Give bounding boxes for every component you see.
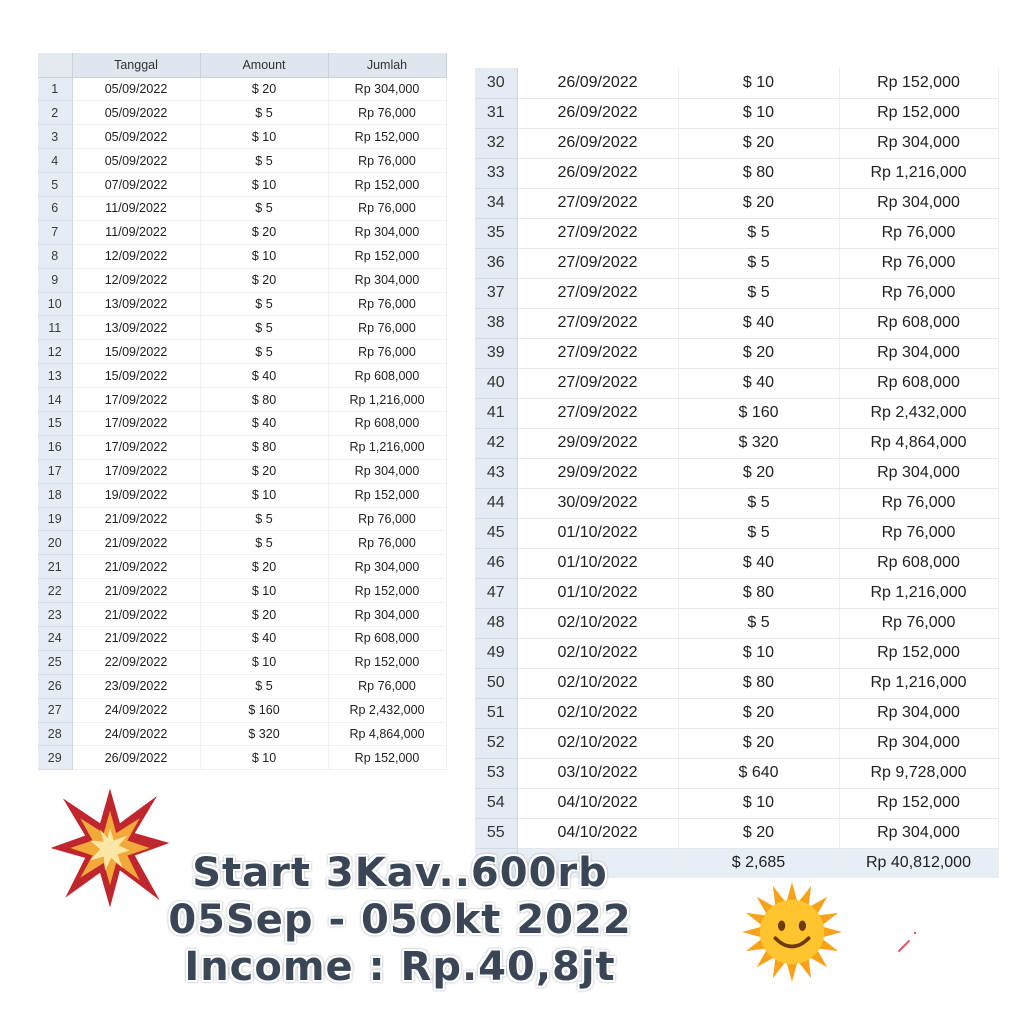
date-cell: 27/09/2022: [517, 278, 678, 308]
sun-icon: [740, 880, 844, 984]
jumlah-cell: Rp 304,000: [839, 128, 998, 158]
amount-cell: $ 20: [678, 188, 839, 218]
row-number: 1: [38, 77, 72, 101]
date-cell: 27/09/2022: [517, 188, 678, 218]
table-row: [475, 248, 998, 278]
jumlah-cell: Rp 1,216,000: [328, 388, 446, 412]
row-number: 7: [38, 220, 72, 244]
jumlah-cell: Rp 76,000: [328, 507, 446, 531]
amount-cell: $ 20: [200, 77, 328, 101]
amount-cell: $ 80: [678, 578, 839, 608]
table-row: [38, 674, 446, 698]
header-jumlah: Jumlah: [328, 53, 446, 77]
table-row: [475, 128, 998, 158]
date-cell: 29/09/2022: [517, 458, 678, 488]
amount-cell: $ 80: [678, 668, 839, 698]
date-cell: 15/09/2022: [72, 340, 200, 364]
jumlah-cell: Rp 76,000: [328, 292, 446, 316]
amount-cell: $ 5: [678, 278, 839, 308]
jumlah-cell: Rp 608,000: [839, 308, 998, 338]
amount-cell: $ 40: [200, 364, 328, 388]
table-row: [38, 531, 446, 555]
amount-cell: $ 20: [200, 268, 328, 292]
jumlah-cell: Rp 152,000: [328, 173, 446, 197]
row-number: 12: [38, 340, 72, 364]
table-row: [475, 458, 998, 488]
table-row: [475, 548, 998, 578]
jumlah-cell: Rp 152,000: [328, 244, 446, 268]
table-row: [38, 507, 446, 531]
table-row: [475, 518, 998, 548]
amount-cell: $ 10: [200, 579, 328, 603]
row-number: 4: [38, 149, 72, 173]
amount-cell: $ 10: [200, 125, 328, 149]
table-row: [475, 398, 998, 428]
row-number: 25: [38, 650, 72, 674]
table-row: [38, 483, 446, 507]
row-number: 6: [38, 196, 72, 220]
date-cell: 21/09/2022: [72, 603, 200, 627]
date-cell: 12/09/2022: [72, 244, 200, 268]
date-cell: 27/09/2022: [517, 218, 678, 248]
jumlah-cell: Rp 152,000: [839, 98, 998, 128]
jumlah-cell: Rp 9,728,000: [839, 758, 998, 788]
jumlah-cell: Rp 1,216,000: [328, 435, 446, 459]
date-cell: 01/10/2022: [517, 578, 678, 608]
amount-cell: $ 10: [678, 638, 839, 668]
table-row: [38, 101, 446, 125]
jumlah-cell: Rp 152,000: [328, 483, 446, 507]
left-data-table: [38, 53, 447, 770]
date-cell: 05/09/2022: [72, 101, 200, 125]
date-cell: 21/09/2022: [72, 626, 200, 650]
date-cell: 02/10/2022: [517, 728, 678, 758]
jumlah-cell: Rp 152,000: [839, 638, 998, 668]
row-number: 44: [475, 488, 517, 518]
amount-cell: $ 40: [678, 368, 839, 398]
jumlah-cell: Rp 304,000: [839, 728, 998, 758]
jumlah-cell: Rp 304,000: [839, 458, 998, 488]
date-cell: 15/09/2022: [72, 364, 200, 388]
row-number: 45: [475, 518, 517, 548]
row-number: 29: [38, 746, 72, 770]
amount-cell: $ 5: [200, 531, 328, 555]
table-row: [475, 788, 998, 818]
amount-cell: $ 5: [200, 149, 328, 173]
date-cell: 17/09/2022: [72, 435, 200, 459]
table-row: [38, 173, 446, 197]
jumlah-cell: Rp 304,000: [839, 338, 998, 368]
table-row: [475, 98, 998, 128]
jumlah-cell: Rp 608,000: [328, 364, 446, 388]
table-row: [475, 728, 998, 758]
jumlah-cell: Rp 304,000: [839, 698, 998, 728]
jumlah-cell: Rp 304,000: [839, 188, 998, 218]
table-row: [38, 626, 446, 650]
table-row: [38, 722, 446, 746]
date-cell: 02/10/2022: [517, 608, 678, 638]
row-number: 38: [475, 308, 517, 338]
row-number: 40: [475, 368, 517, 398]
date-cell: 30/09/2022: [517, 488, 678, 518]
amount-cell: $ 5: [678, 518, 839, 548]
date-cell: 21/09/2022: [72, 579, 200, 603]
date-cell: 27/09/2022: [517, 338, 678, 368]
date-cell: 27/09/2022: [517, 248, 678, 278]
amount-cell: $ 20: [678, 338, 839, 368]
row-number: 41: [475, 398, 517, 428]
row-number: 8: [38, 244, 72, 268]
table-row: [475, 278, 998, 308]
table-row: [38, 650, 446, 674]
row-number: 20: [38, 531, 72, 555]
table-row: [475, 368, 998, 398]
amount-cell: $ 40: [678, 308, 839, 338]
date-cell: 24/09/2022: [72, 698, 200, 722]
date-cell: 27/09/2022: [517, 368, 678, 398]
caption-start: Start 3Kav..600rb: [192, 850, 608, 896]
date-cell: 13/09/2022: [72, 316, 200, 340]
row-number: 13: [38, 364, 72, 388]
date-cell: 26/09/2022: [72, 746, 200, 770]
jumlah-cell: Rp 76,000: [328, 340, 446, 364]
row-number: 30: [475, 68, 517, 98]
table-row: [475, 158, 998, 188]
jumlah-cell: Rp 2,432,000: [839, 398, 998, 428]
amount-cell: $ 20: [200, 220, 328, 244]
date-cell: 27/09/2022: [517, 308, 678, 338]
row-number: 17: [38, 459, 72, 483]
row-number: 49: [475, 638, 517, 668]
row-number: 39: [475, 338, 517, 368]
amount-cell: $ 640: [678, 758, 839, 788]
table-row: [38, 196, 446, 220]
header-amount: Amount: [200, 53, 328, 77]
jumlah-cell: Rp 1,216,000: [839, 578, 998, 608]
table-row: [38, 244, 446, 268]
date-cell: 02/10/2022: [517, 668, 678, 698]
row-number: 18: [38, 483, 72, 507]
table-row: [38, 579, 446, 603]
date-cell: 19/09/2022: [72, 483, 200, 507]
amount-cell: $ 20: [678, 458, 839, 488]
row-number: 2: [38, 101, 72, 125]
table-row: [38, 746, 446, 770]
amount-cell: $ 5: [200, 292, 328, 316]
row-number: 36: [475, 248, 517, 278]
date-cell: 05/09/2022: [72, 149, 200, 173]
table-row: [475, 578, 998, 608]
jumlah-cell: Rp 76,000: [328, 674, 446, 698]
table-row: [38, 388, 446, 412]
date-cell: 02/10/2022: [517, 638, 678, 668]
table-row: [475, 188, 998, 218]
table-row: [38, 149, 446, 173]
date-cell: 12/09/2022: [72, 268, 200, 292]
row-number: 10: [38, 292, 72, 316]
jumlah-cell: Rp 76,000: [839, 278, 998, 308]
jumlah-cell: Rp 76,000: [839, 608, 998, 638]
row-number: 19: [38, 507, 72, 531]
jumlah-cell: Rp 76,000: [839, 518, 998, 548]
jumlah-cell: Rp 4,864,000: [328, 722, 446, 746]
jumlah-cell: Rp 608,000: [328, 626, 446, 650]
date-cell: 21/09/2022: [72, 555, 200, 579]
date-cell: 03/10/2022: [517, 758, 678, 788]
table-row: [38, 125, 446, 149]
row-number: 21: [38, 555, 72, 579]
jumlah-cell: Rp 304,000: [328, 268, 446, 292]
amount-cell: $ 5: [200, 674, 328, 698]
amount-cell: $ 40: [200, 626, 328, 650]
right-data-table: [475, 68, 999, 878]
table-row: [38, 698, 446, 722]
table-row: [475, 818, 998, 848]
jumlah-cell: Rp 608,000: [839, 548, 998, 578]
amount-cell: $ 20: [678, 818, 839, 848]
jumlah-cell: Rp 1,216,000: [839, 668, 998, 698]
amount-cell: $ 40: [200, 411, 328, 435]
date-cell: 11/09/2022: [72, 220, 200, 244]
amount-cell: $ 5: [200, 196, 328, 220]
row-number: 9: [38, 268, 72, 292]
row-number: 35: [475, 218, 517, 248]
table-row: [475, 338, 998, 368]
table-row: [475, 608, 998, 638]
amount-cell: $ 20: [200, 555, 328, 579]
jumlah-cell: Rp 76,000: [839, 488, 998, 518]
date-cell: 26/09/2022: [517, 128, 678, 158]
header-tanggal: Tanggal: [72, 53, 200, 77]
date-cell: 01/10/2022: [517, 548, 678, 578]
date-cell: 29/09/2022: [517, 428, 678, 458]
jumlah-cell: Rp 152,000: [328, 746, 446, 770]
amount-cell: $ 10: [200, 483, 328, 507]
header-row: [38, 53, 446, 77]
date-cell: 04/10/2022: [517, 818, 678, 848]
amount-cell: $ 20: [200, 603, 328, 627]
date-cell: 21/09/2022: [72, 531, 200, 555]
row-number: 3: [38, 125, 72, 149]
row-number: 22: [38, 579, 72, 603]
row-number: 24: [38, 626, 72, 650]
date-cell: 21/09/2022: [72, 507, 200, 531]
table-row: [38, 364, 446, 388]
row-number: 14: [38, 388, 72, 412]
date-cell: 17/09/2022: [72, 411, 200, 435]
table-row: [475, 698, 998, 728]
amount-cell: $ 160: [678, 398, 839, 428]
amount-cell: $ 10: [200, 173, 328, 197]
amount-cell: $ 160: [200, 698, 328, 722]
amount-cell: $ 5: [678, 608, 839, 638]
jumlah-cell: Rp 76,000: [328, 101, 446, 125]
row-number: 51: [475, 698, 517, 728]
row-number: 48: [475, 608, 517, 638]
table-row: [38, 340, 446, 364]
row-number: 26: [38, 674, 72, 698]
total-jumlah: Rp 40,812,000: [839, 848, 998, 878]
row-number: 53: [475, 758, 517, 788]
amount-cell: $ 10: [678, 68, 839, 98]
amount-cell: $ 20: [200, 459, 328, 483]
date-cell: 17/09/2022: [72, 459, 200, 483]
row-number: 34: [475, 188, 517, 218]
table-row: [475, 218, 998, 248]
date-cell: 05/09/2022: [72, 125, 200, 149]
jumlah-cell: Rp 2,432,000: [328, 698, 446, 722]
jumlah-cell: Rp 76,000: [839, 218, 998, 248]
jumlah-cell: Rp 304,000: [328, 459, 446, 483]
jumlah-cell: Rp 304,000: [328, 555, 446, 579]
row-number: 54: [475, 788, 517, 818]
row-number: 31: [475, 98, 517, 128]
jumlah-cell: Rp 76,000: [328, 196, 446, 220]
date-cell: 26/09/2022: [517, 68, 678, 98]
table-row: [38, 292, 446, 316]
amount-cell: $ 10: [200, 244, 328, 268]
table-row: [38, 555, 446, 579]
row-number: 37: [475, 278, 517, 308]
table-row: [38, 459, 446, 483]
date-cell: 24/09/2022: [72, 722, 200, 746]
date-cell: 17/09/2022: [72, 388, 200, 412]
date-cell: 27/09/2022: [517, 398, 678, 428]
amount-cell: $ 5: [200, 340, 328, 364]
amount-cell: $ 5: [678, 218, 839, 248]
amount-cell: $ 80: [200, 388, 328, 412]
row-number: 5: [38, 173, 72, 197]
row-number: 43: [475, 458, 517, 488]
table-row: [38, 268, 446, 292]
date-cell: 01/10/2022: [517, 518, 678, 548]
jumlah-cell: Rp 152,000: [328, 579, 446, 603]
table-row: [38, 220, 446, 244]
amount-cell: $ 20: [678, 128, 839, 158]
date-cell: 13/09/2022: [72, 292, 200, 316]
jumlah-cell: Rp 608,000: [328, 411, 446, 435]
date-cell: 07/09/2022: [72, 173, 200, 197]
jumlah-cell: Rp 152,000: [839, 788, 998, 818]
row-number: 52: [475, 728, 517, 758]
row-number: 11: [38, 316, 72, 340]
jumlah-cell: Rp 76,000: [328, 149, 446, 173]
table-row: [475, 758, 998, 788]
row-number: 32: [475, 128, 517, 158]
amount-cell: $ 5: [200, 507, 328, 531]
amount-cell: $ 80: [200, 435, 328, 459]
amount-cell: $ 5: [678, 248, 839, 278]
table-row: [38, 435, 446, 459]
row-number: 47: [475, 578, 517, 608]
amount-cell: $ 5: [200, 316, 328, 340]
jumlah-cell: Rp 304,000: [328, 603, 446, 627]
table-row: [38, 603, 446, 627]
table-row: [475, 68, 998, 98]
amount-cell: $ 320: [678, 428, 839, 458]
jumlah-cell: Rp 152,000: [328, 125, 446, 149]
amount-cell: $ 10: [200, 746, 328, 770]
row-number: 27: [38, 698, 72, 722]
amount-cell: $ 5: [200, 101, 328, 125]
jumlah-cell: Rp 152,000: [839, 68, 998, 98]
caption-income: Income : Rp.40,8jt: [184, 944, 616, 990]
date-cell: 11/09/2022: [72, 196, 200, 220]
table-row: [475, 638, 998, 668]
jumlah-cell: Rp 76,000: [328, 316, 446, 340]
row-number: 46: [475, 548, 517, 578]
jumlah-cell: Rp 76,000: [328, 531, 446, 555]
table-row: [38, 316, 446, 340]
table-row: [475, 428, 998, 458]
date-cell: 04/10/2022: [517, 788, 678, 818]
table-row: [475, 668, 998, 698]
amount-cell: $ 10: [200, 650, 328, 674]
row-number: 28: [38, 722, 72, 746]
row-number: 50: [475, 668, 517, 698]
row-number: 55: [475, 818, 517, 848]
amount-cell: $ 10: [678, 98, 839, 128]
date-cell: 23/09/2022: [72, 674, 200, 698]
table-row: [38, 77, 446, 101]
spark-icon: [895, 925, 925, 955]
amount-cell: $ 20: [678, 698, 839, 728]
jumlah-cell: Rp 1,216,000: [839, 158, 998, 188]
table-row: [475, 488, 998, 518]
jumlah-cell: Rp 76,000: [839, 248, 998, 278]
jumlah-cell: Rp 608,000: [839, 368, 998, 398]
date-cell: 05/09/2022: [72, 77, 200, 101]
corner-cell: [38, 53, 72, 77]
jumlah-cell: Rp 152,000: [328, 650, 446, 674]
amount-cell: $ 80: [678, 158, 839, 188]
jumlah-cell: Rp 304,000: [839, 818, 998, 848]
amount-cell: $ 5: [678, 488, 839, 518]
date-cell: 26/09/2022: [517, 158, 678, 188]
table-row: [38, 411, 446, 435]
row-number: 16: [38, 435, 72, 459]
table-row: [475, 308, 998, 338]
jumlah-cell: Rp 304,000: [328, 77, 446, 101]
date-cell: 26/09/2022: [517, 98, 678, 128]
amount-cell: $ 40: [678, 548, 839, 578]
row-number: 42: [475, 428, 517, 458]
date-cell: 22/09/2022: [72, 650, 200, 674]
row-number: 33: [475, 158, 517, 188]
caption-period: 05Sep - 05Okt 2022: [168, 897, 632, 943]
date-cell: 02/10/2022: [517, 698, 678, 728]
amount-cell: $ 320: [200, 722, 328, 746]
row-number: 23: [38, 603, 72, 627]
jumlah-cell: Rp 4,864,000: [839, 428, 998, 458]
total-amount: $ 2,685: [678, 848, 839, 878]
amount-cell: $ 20: [678, 728, 839, 758]
row-number: 15: [38, 411, 72, 435]
amount-cell: $ 10: [678, 788, 839, 818]
jumlah-cell: Rp 304,000: [328, 220, 446, 244]
